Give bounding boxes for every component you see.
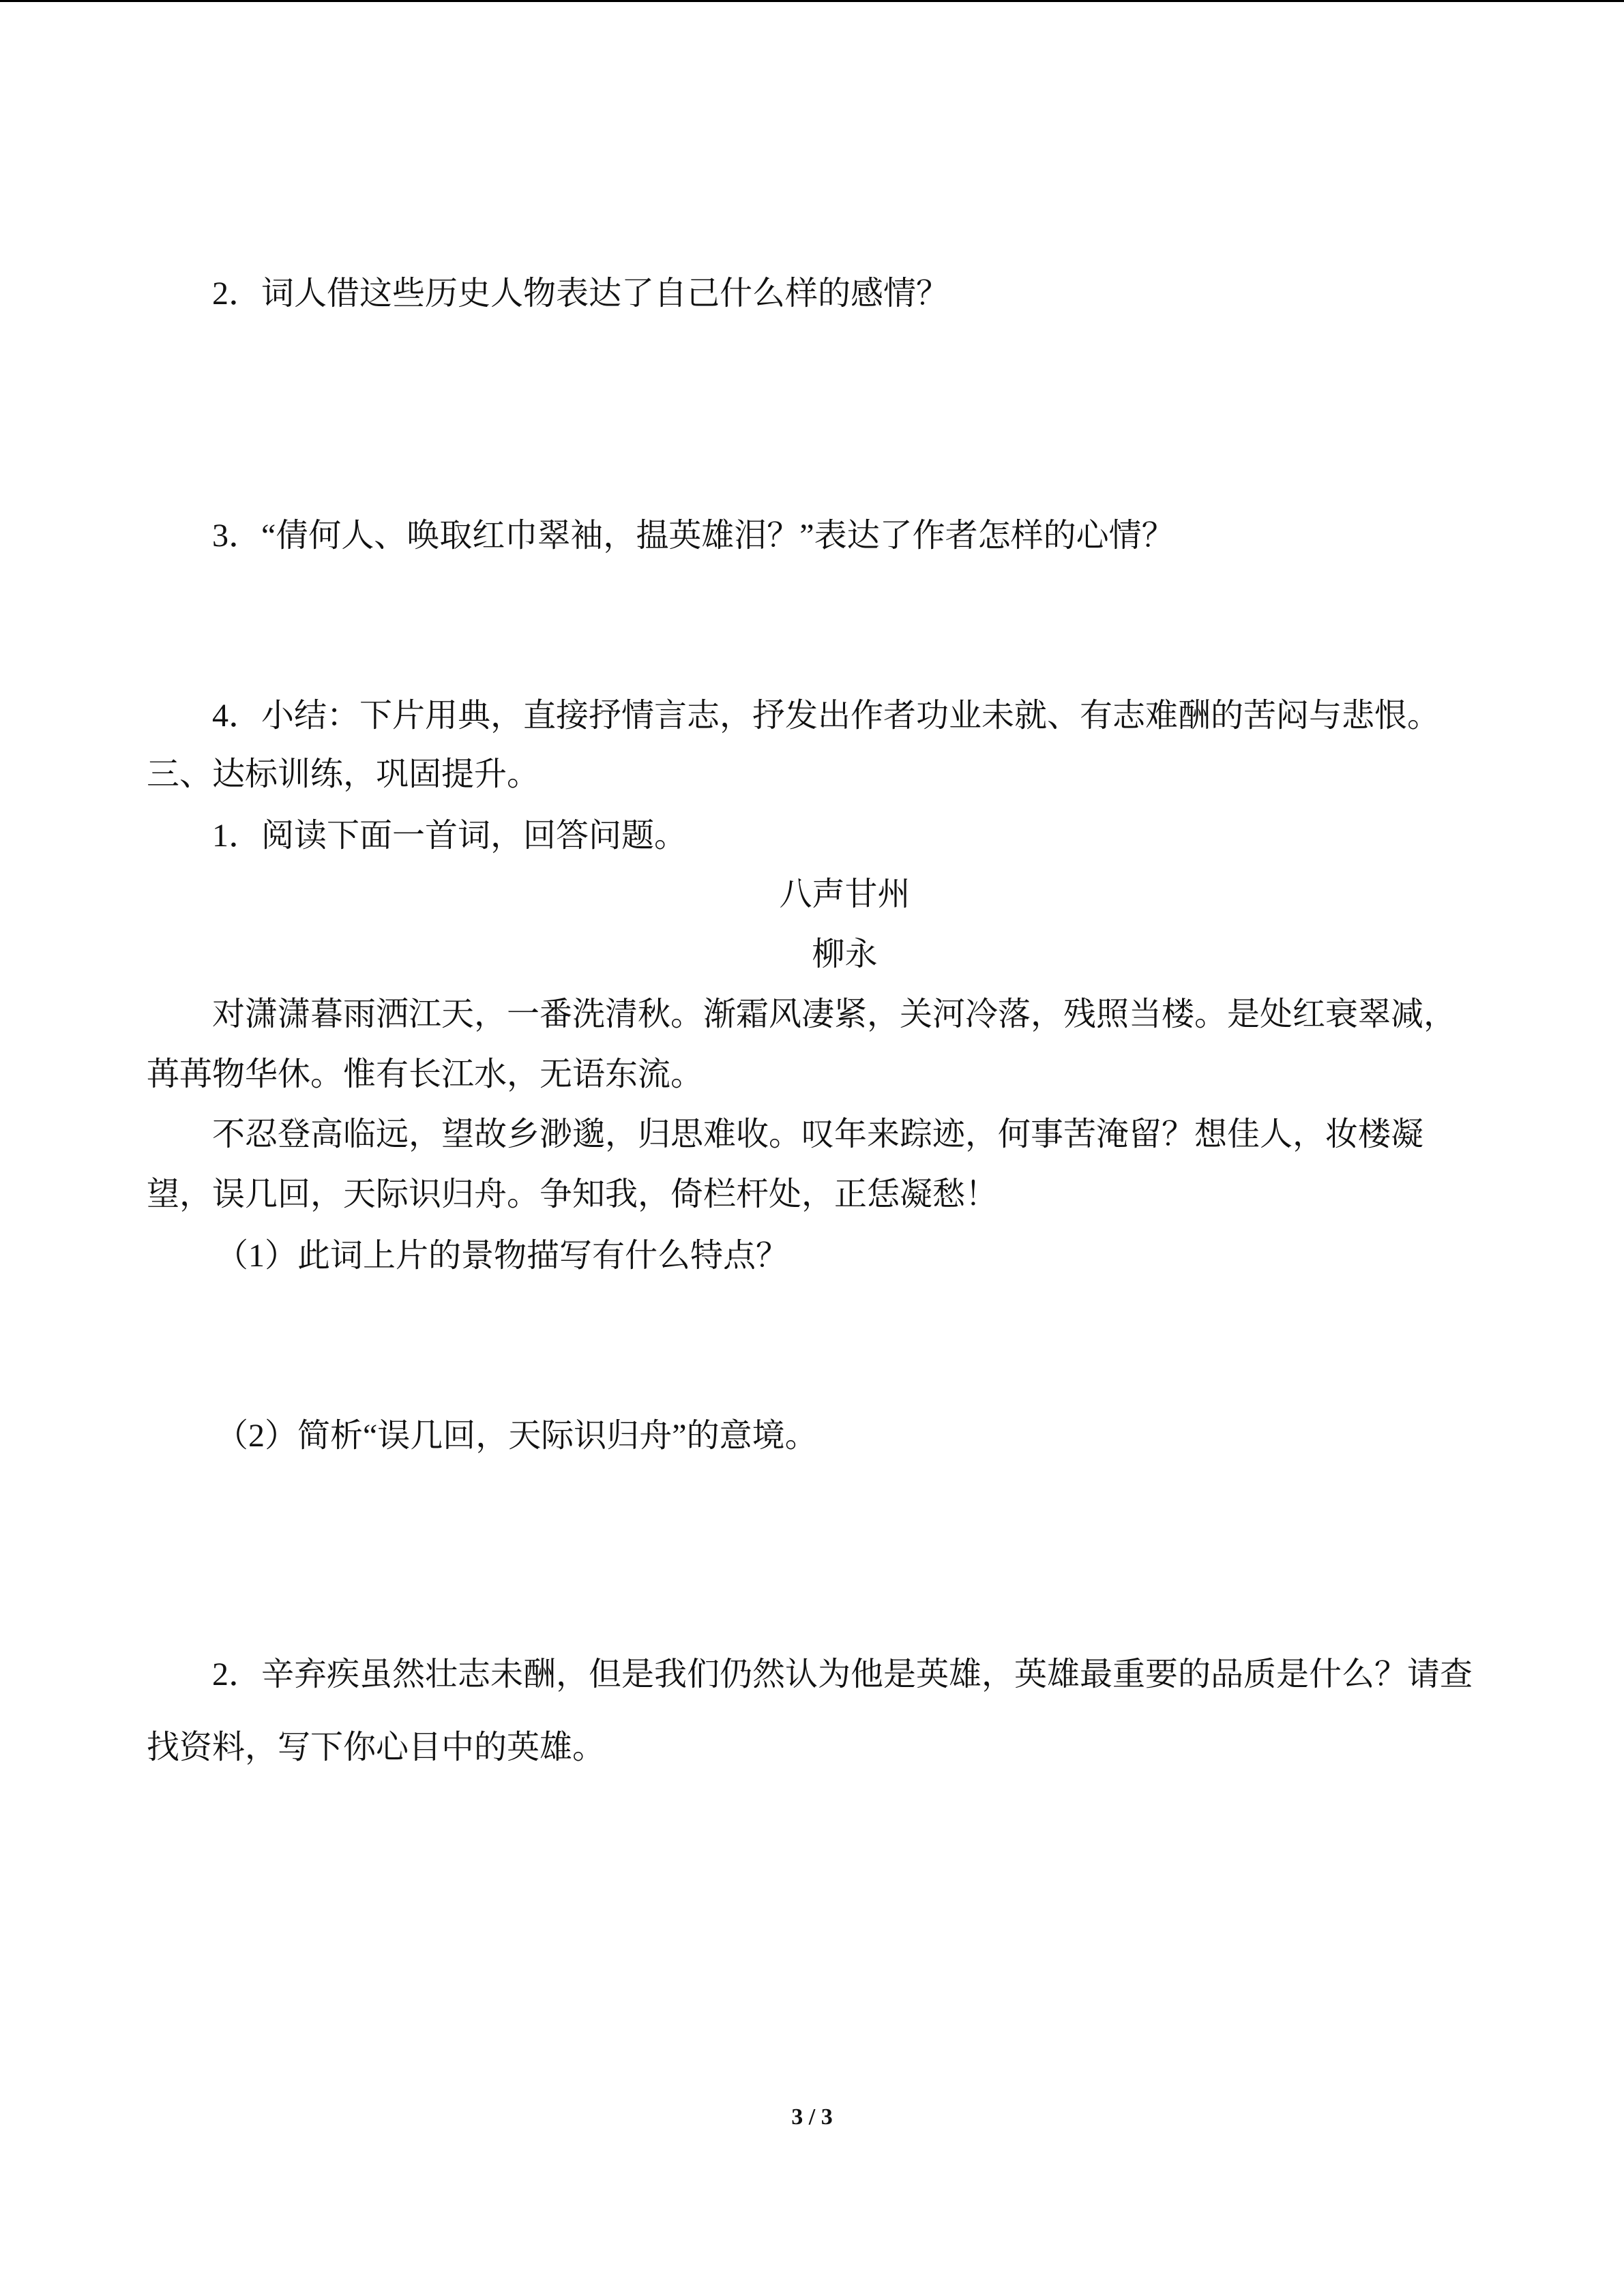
- poem-stanza-1-line-1: 对潇潇暮雨洒江天，一番洗清秋。渐霜风凄紧，关河冷落，残照当楼。是处红衰翠减，: [212, 996, 1457, 1032]
- exercise-2-line-1: 2．辛弃疾虽然壮志未酬，但是我们仍然认为他是英雄，英雄最重要的品质是什么？请查: [212, 1656, 1473, 1693]
- summary-4-text: 4．小结：下片用典，直接抒情言志，抒发出作者功业未就、有志难酬的苦闷与悲恨。: [212, 698, 1441, 734]
- poem-stanza-1-line-2: 苒苒物华休。惟有长江水，无语东流。: [147, 1056, 704, 1092]
- poem-stanza-2-line-2: 望，误几回，天际识归舟。争知我，倚栏杆处，正恁凝愁！: [147, 1176, 999, 1212]
- sub-question-2: （2）简析“误几回，天际识归舟”的意境。: [216, 1418, 818, 1454]
- poem-title: 八声甘州: [779, 876, 911, 912]
- poem-stanza-2-line-1: 不忍登高临远，望故乡渺邈，归思难收。叹年来踪迹，何事苦淹留？想佳人，妆楼凝: [212, 1116, 1424, 1152]
- sub-question-1: （1）此词上片的景物描写有什么特点？: [216, 1238, 789, 1274]
- top-border-line: [0, 0, 1624, 2]
- exercise-1-prompt: 1．阅读下面一首词，回答问题。: [212, 818, 688, 854]
- question-3-text: 3．“倩何人、唤取红巾翠袖，揾英雄泪？”表达了作者怎样的心情？: [212, 518, 1175, 554]
- page-number: 3 / 3: [791, 2104, 833, 2130]
- exercise-2-line-2: 找资料，写下你心目中的英雄。: [147, 1729, 606, 1765]
- poem-author: 柳永: [812, 936, 878, 972]
- section-heading: 三、达标训练，巩固提升。: [147, 756, 540, 792]
- question-2-text: 2．词人借这些历史人物表达了自己什么样的感情？: [212, 275, 949, 312]
